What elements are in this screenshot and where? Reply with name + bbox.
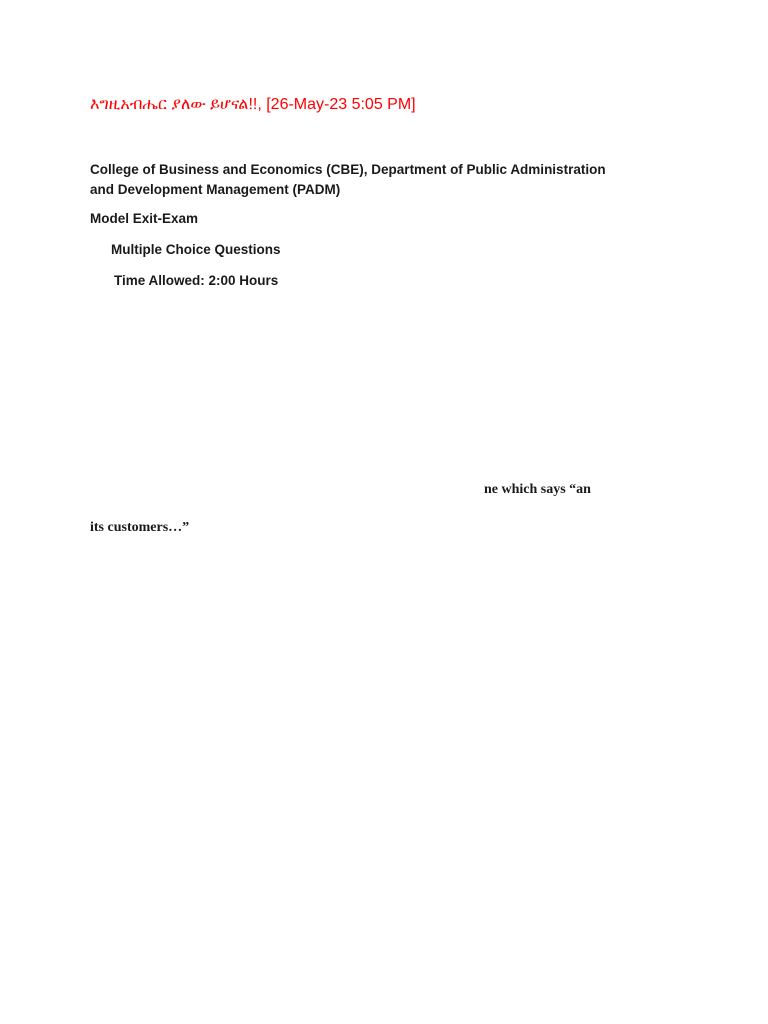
college-department-title: College of Business and Economics (CBE), Department of Public Administration and Development Management (PADM) — [90, 162, 606, 197]
exam-title: Model Exit-Exam — [90, 211, 199, 226]
text-fragment: its customers…” — [90, 520, 190, 535]
question-type: Multiple Choice Questions — [111, 242, 281, 257]
time-allowed: Time Allowed: 2:00 Hours — [114, 273, 279, 288]
message-header: እግዚአብሔር ያለው ይሆናል!!, [26-May-23 5:05 PM] — [90, 96, 416, 113]
text-fragment: ne which says “an — [484, 482, 591, 497]
